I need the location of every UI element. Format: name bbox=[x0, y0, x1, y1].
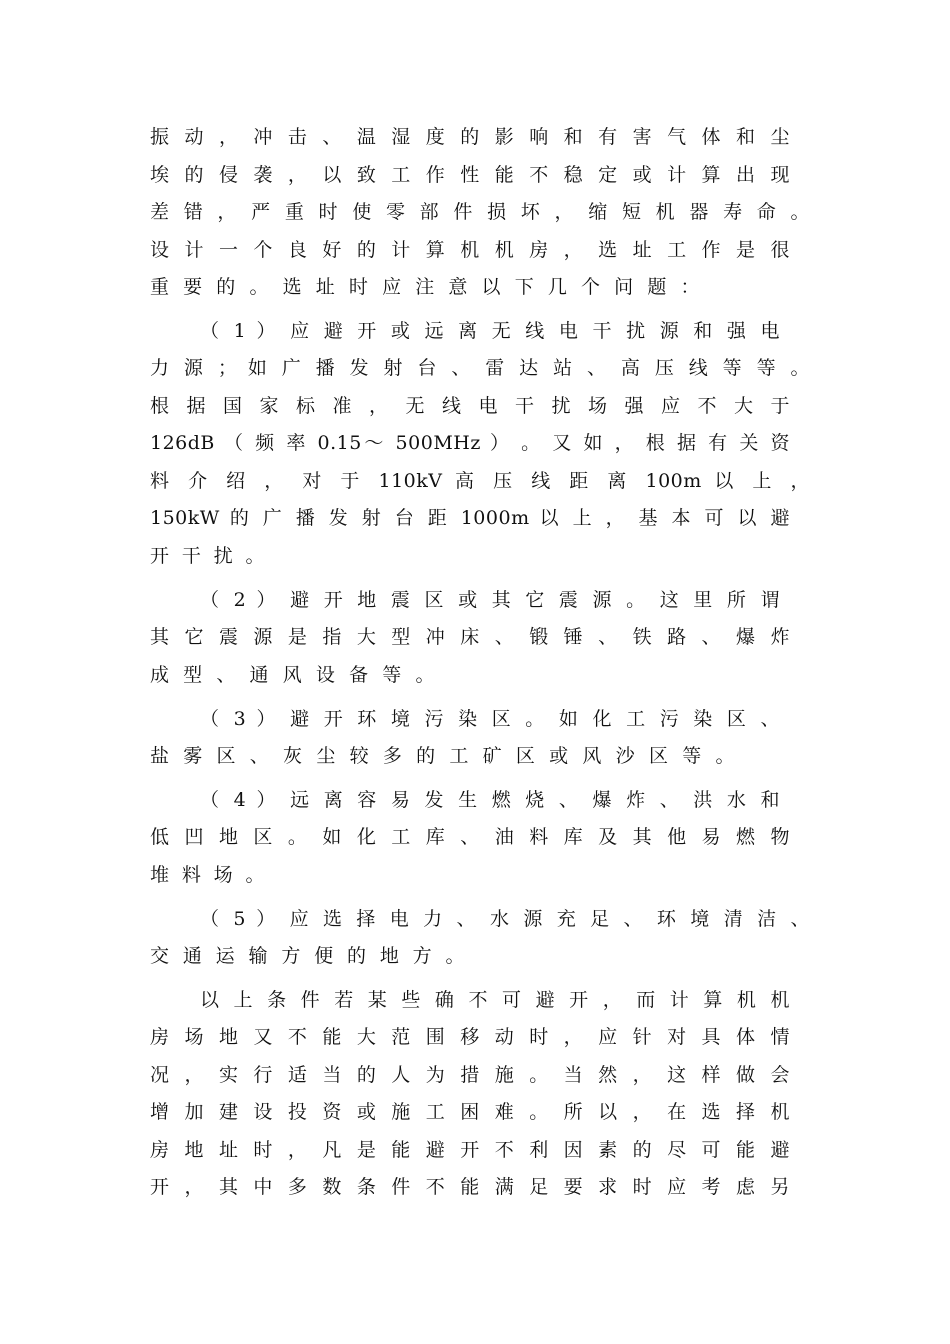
text-line: （ 2 ） 避 开 地 震 区 或 其 它 震 源 。 这 里 所 谓 bbox=[200, 589, 780, 611]
text-line: 开 干 扰 。 bbox=[150, 545, 265, 567]
text-line: 开 ， 其 中 多 数 条 件 不 能 满 足 要 求 时 应 考 虑 另 bbox=[150, 1176, 790, 1198]
text-line: 交 通 运 输 方 便 的 地 方 。 bbox=[150, 945, 465, 967]
text-line: 以 上 条 件 若 某 些 确 不 可 避 开 ， 而 计 算 机 机 bbox=[200, 989, 790, 1011]
text-line: 房 地 址 时 ， 凡 是 能 避 开 不 利 因 素 的 尽 可 能 避 bbox=[150, 1139, 790, 1161]
text-line: （ 4 ） 远 离 容 易 发 生 燃 烧 、 爆 炸 、 洪 水 和 bbox=[200, 789, 780, 811]
text-line: 成 型 、 通 风 设 备 等 。 bbox=[150, 664, 435, 686]
text-line: 增 加 建 设 投 资 或 施 工 困 难 。 所 以 ， 在 选 择 机 bbox=[150, 1101, 790, 1123]
text-line: 房 场 地 又 不 能 大 范 围 移 动 时 ， 应 针 对 具 体 情 bbox=[150, 1026, 790, 1048]
text-line: 料 介 绍 ， 对 于 110kV 高 压 线 距 离 100m 以 上 ， bbox=[150, 470, 810, 492]
text-line: （ 1 ） 应 避 开 或 远 离 无 线 电 干 扰 源 和 强 电 bbox=[200, 320, 780, 342]
text-line: 差 错 ， 严 重 时 使 零 部 件 损 坏 ， 缩 短 机 器 寿 命 。 bbox=[150, 201, 810, 223]
text-line: 低 凹 地 区 。 如 化 工 库 、 油 料 库 及 其 他 易 燃 物 bbox=[150, 826, 790, 848]
text-line: 设 计 一 个 良 好 的 计 算 机 机 房 ， 选 址 工 作 是 很 bbox=[150, 239, 790, 261]
text-line: （ 5 ） 应 选 择 电 力 、 水 源 充 足 、 环 境 清 洁 、 bbox=[200, 908, 810, 930]
text-line: 况 ， 实 行 适 当 的 人 为 措 施 。 当 然 ， 这 样 做 会 bbox=[150, 1064, 790, 1086]
text-line: 盐 雾 区 、 灰 尘 较 多 的 工 矿 区 或 风 沙 区 等 。 bbox=[150, 745, 735, 767]
text-line: 150kW 的 广 播 发 射 台 距 1000m 以 上 ， 基 本 可 以 避 bbox=[150, 507, 790, 529]
text-line: 振 动 ， 冲 击 、 温 湿 度 的 影 响 和 有 害 气 体 和 尘 bbox=[150, 126, 790, 148]
text-line: 根 据 国 家 标 准 ， 无 线 电 干 扰 场 强 应 不 大 于 bbox=[150, 395, 790, 417]
text-line: 126dB （ 频 率 0.15～ 500MHz ） 。 又 如 ， 根 据 有 关 资 bbox=[150, 432, 790, 454]
text-line: 重 要 的 。 选 址 时 应 注 意 以 下 几 个 问 题 ： bbox=[150, 276, 700, 298]
text-line: 埃 的 侵 袭 ， 以 致 工 作 性 能 不 稳 定 或 计 算 出 现 bbox=[150, 164, 790, 186]
text-line: 其 它 震 源 是 指 大 型 冲 床 、 锻 锤 、 铁 路 、 爆 炸 bbox=[150, 626, 790, 648]
text-line: 力 源 ； 如 广 播 发 射 台 、 雷 达 站 、 高 压 线 等 等 。 bbox=[150, 357, 810, 379]
text-line: 堆 料 场 。 bbox=[150, 864, 265, 886]
text-line: （ 3 ） 避 开 环 境 污 染 区 。 如 化 工 污 染 区 、 bbox=[200, 708, 780, 730]
